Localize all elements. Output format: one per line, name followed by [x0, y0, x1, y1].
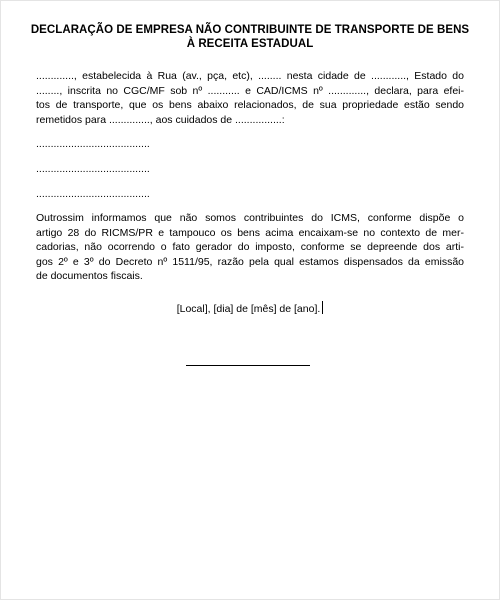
declaration-paragraph: [36, 69, 464, 127]
paragraph-line: tos de transporte, que os bens abaixo relacionados, de sua propriedade estão sendo: [36, 99, 464, 111]
title-line-2: À RECEITA ESTADUAL: [186, 38, 314, 50]
paragraph-line: de documentos fiscais.: [36, 270, 143, 282]
text-cursor: [322, 301, 323, 314]
goods-item-placeholder: .......................................: [36, 163, 150, 175]
paragraph-line: cadorias, não ocorrendo o fato gerador do imposto, conforme se depreende dos arti-: [36, 241, 464, 253]
paragraph-line: ............., estabelecida à Rua (av., pça, etc), ........ nesta cidade de ............, Estado do: [36, 70, 464, 82]
non-contributor-paragraph: [36, 211, 464, 284]
title-line-1: DECLARAÇÃO DE EMPRESA NÃO CONTRIBUINTE DE TRANSPORTE DE BENS: [30, 24, 470, 36]
paragraph-line: Outrossim informamos que não somos contribuintes do ICMS, conforme dispõe o: [36, 212, 464, 224]
paragraph-line: artigo 28 do RICMS/PR e tampouco os bens acima encaixam-se no contexto de mer-: [36, 226, 464, 239]
goods-item-placeholder: .......................................: [36, 188, 150, 200]
goods-item-placeholder: .......................................: [36, 138, 150, 150]
paragraph-line: gos 2º e 3º do Decreto nº 1511/95, razão pela qual estamos dispensados da emissão: [36, 255, 464, 268]
place-date-text: [Local], [dia] de [mês] de [ano].: [176, 303, 321, 315]
paragraph-line: remetidos para .............., aos cuidados de ................:: [36, 113, 285, 126]
paragraph-line: ........, inscrita no CGC/MF sob nº ........... e CAD/ICMS nº ............., declara, para efei-: [36, 84, 464, 97]
signature-line: [186, 365, 310, 366]
place-date-line: [1, 301, 499, 316]
document-title: [1, 23, 499, 51]
